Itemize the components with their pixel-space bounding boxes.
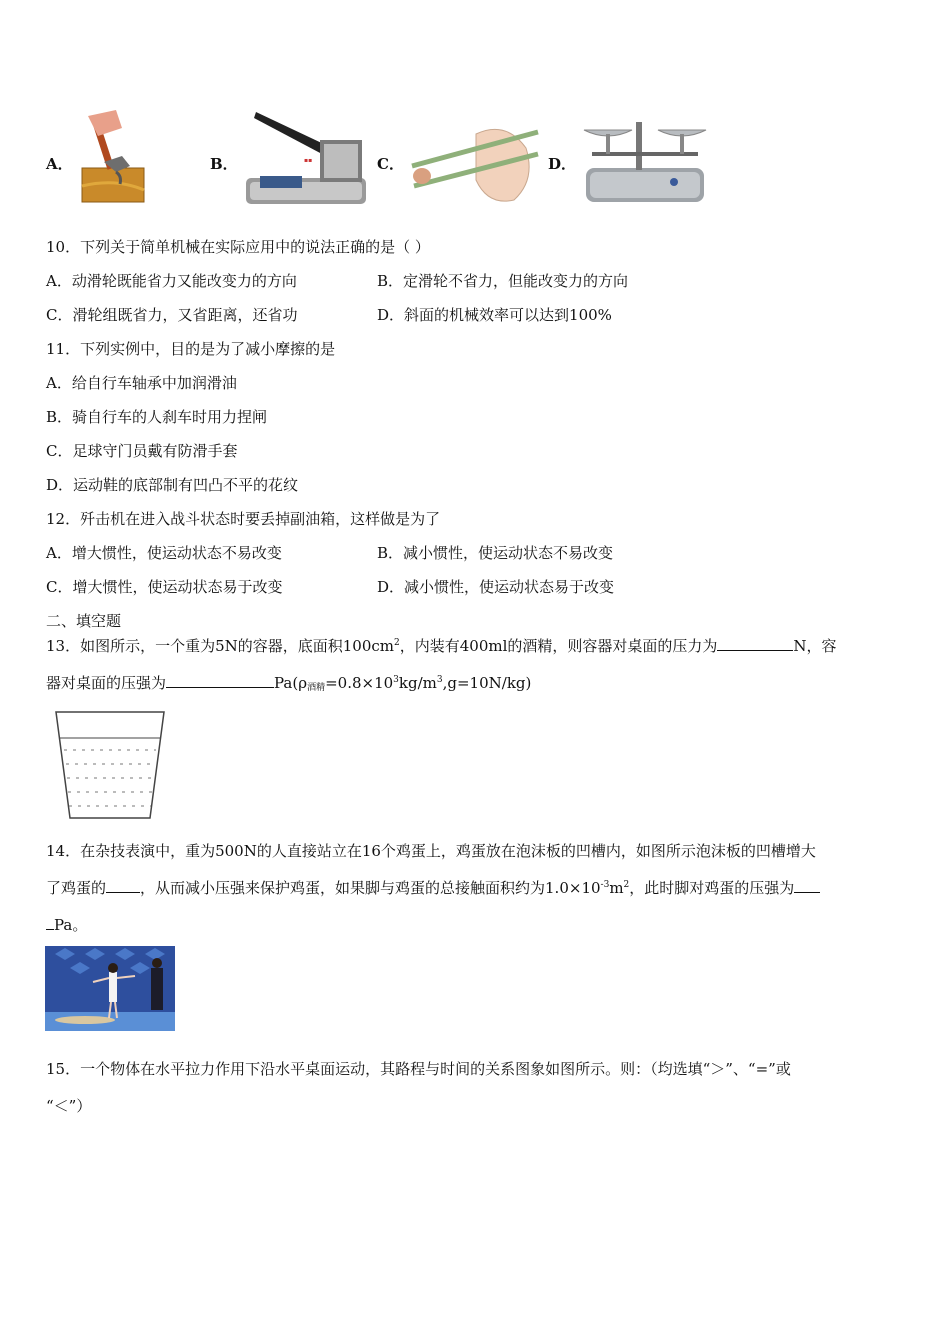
q11-option-c: C．足球守门员戴有防滑手套 xyxy=(46,442,238,460)
q15-line1: 15．一个物体在水平拉力作用下沿水平桌面运动，其路程与时间的关系图象如图所示。则：（均选填“＞”、“=”或 xyxy=(46,1060,791,1078)
q15-line2: “＜”） xyxy=(46,1097,92,1115)
option-d-label: D． xyxy=(548,155,577,173)
option-b-label: B． xyxy=(210,155,238,173)
q12-option-b: B．减小惯性，使运动状态不易改变 xyxy=(377,544,614,562)
option-c-label: C． xyxy=(377,155,404,173)
q10-option-c: C．滑轮组既省力，又省距离，还省功 xyxy=(46,306,298,324)
stapler-icon xyxy=(240,110,370,210)
q10-option-a: A．动滑轮既能省力又能改变力的方向 xyxy=(46,272,297,290)
chopsticks-icon xyxy=(406,120,544,206)
q14-line1: 14．在杂技表演中，重为500N的人直接站立在16个鸡蛋上，鸡蛋放在泡沫板的凹槽内，如图所示泡沫板的凹槽增大 xyxy=(46,842,816,860)
q14-blank-pressure-b xyxy=(46,917,54,930)
balance-scale-icon xyxy=(578,108,712,206)
q14-blank-area xyxy=(106,880,140,893)
q14-blank-pressure-a xyxy=(794,880,820,893)
q13-line1: 13．如图所示，一个重为5N的容器，底面积$100cm^2$，内装有400ml的酒精，则容器对桌面的压力为 N，容 xyxy=(46,637,837,655)
q14-line2: 了鸡蛋的 ，从而减小压强来保护鸡蛋，如果脚与鸡蛋的总接触面积约为$1.0\times 10^{-3}m^2$，此时脚对鸡蛋的压强为 xyxy=(46,877,820,898)
acrobat-stage-photo xyxy=(45,946,175,1031)
section-heading: 二、填空题 xyxy=(46,612,122,630)
q10-stem: 10．下列关于简单机械在实际应用中的说法正确的是（ ） xyxy=(46,238,430,256)
option-a-label: A． xyxy=(46,155,73,173)
hammer-claw-icon xyxy=(76,106,150,204)
q11-option-b: B．骑自行车的人刹车时用力捏闸 xyxy=(46,408,268,426)
q10-option-d: D．斜面的机械效率可以达到100% xyxy=(377,306,612,324)
q12-option-a: A．增大惯性，使运动状态不易改变 xyxy=(46,544,282,562)
q13-line2: 器对桌面的压强为 $Pa(\rho_{酒精}=0.8\times 10^3kg/m^3,g=10N/kg)$ xyxy=(46,674,532,693)
q12-option-c: C．增大惯性，使运动状态易于改变 xyxy=(46,578,283,596)
q14-line3: Pa。 xyxy=(46,914,87,935)
q10-option-b: B．定滑轮不省力，但能改变力的方向 xyxy=(377,272,629,290)
q11-option-a: A．给自行车轴承中加润滑油 xyxy=(46,374,237,392)
beaker-icon xyxy=(54,708,166,820)
q12-option-d: D．减小惯性，使运动状态易于改变 xyxy=(377,578,615,596)
q13-blank-pressure xyxy=(166,675,274,688)
q13-blank-force xyxy=(717,638,793,651)
svg-text:▪▪: ▪▪ xyxy=(304,157,313,164)
q11-stem: 11．下列实例中，目的是为了减小摩擦的是 xyxy=(46,340,336,358)
q12-stem: 12．歼击机在进入战斗状态时要丢掉副油箱，这样做是为了 xyxy=(46,510,441,528)
q11-option-d: D．运动鞋的底部制有凹凸不平的花纹 xyxy=(46,476,299,494)
